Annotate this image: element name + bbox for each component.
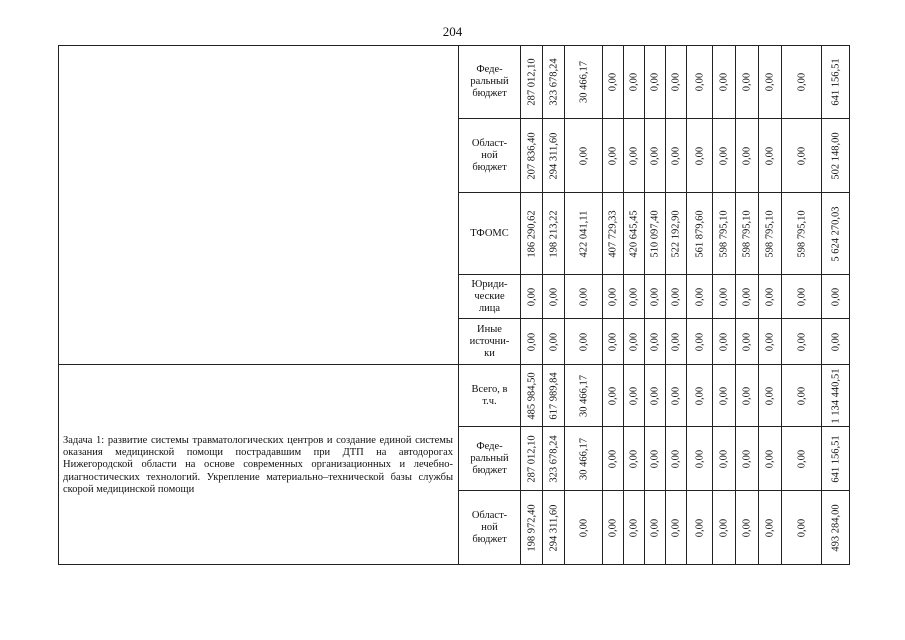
value-text: 0,00 <box>649 146 661 165</box>
value-text: 0,00 <box>607 146 619 165</box>
value-text: 0,00 <box>718 146 730 165</box>
value-text: 0,00 <box>741 386 753 405</box>
value-cell <box>822 119 850 193</box>
value-text: 0,00 <box>741 332 753 351</box>
value-cell <box>687 119 713 193</box>
funding-source-cell: Област- ной бюджет <box>459 119 521 193</box>
value-cell <box>759 491 782 565</box>
value-text: 186 290,62 <box>526 209 537 258</box>
value-text: 0,00 <box>649 449 661 468</box>
value-cell <box>521 319 543 365</box>
value-text: 0,00 <box>741 72 753 92</box>
value-text: 207 836,40 <box>526 131 537 180</box>
value-text: 0,00 <box>649 386 661 405</box>
value-text: 0,00 <box>764 146 776 165</box>
value-text: 420 645,45 <box>628 209 640 258</box>
value-text: 0,00 <box>607 332 619 351</box>
value-text: 0,00 <box>718 287 730 306</box>
value-text: 522 192,90 <box>670 209 682 258</box>
value-text: 0,00 <box>694 518 705 537</box>
value-cell <box>759 193 782 275</box>
value-text: 0,00 <box>718 449 730 468</box>
value-text: 0,00 <box>796 332 807 351</box>
value-text: 0,00 <box>796 449 807 468</box>
value-text: 0,00 <box>607 72 619 92</box>
value-text: 0,00 <box>628 287 640 306</box>
value-text: 0,00 <box>718 72 730 92</box>
value-text: 30 466,17 <box>578 437 589 480</box>
value-cell <box>521 46 543 119</box>
value-cell <box>687 46 713 119</box>
value-cell <box>624 491 645 565</box>
value-text: 0,00 <box>628 332 640 351</box>
value-text: 0,00 <box>764 518 776 537</box>
value-cell <box>624 119 645 193</box>
value-text: 407 729,33 <box>607 209 619 258</box>
value-cell <box>543 46 565 119</box>
value-cell <box>624 427 645 491</box>
value-cell <box>666 491 687 565</box>
value-text: 198 972,40 <box>526 503 537 552</box>
value-cell <box>521 365 543 427</box>
value-cell <box>782 427 822 491</box>
value-cell <box>543 275 565 319</box>
value-cell <box>713 193 736 275</box>
value-cell <box>713 427 736 491</box>
task-description-cell <box>59 365 459 565</box>
value-cell <box>521 275 543 319</box>
value-cell <box>759 119 782 193</box>
value-text: 598 795,10 <box>796 209 807 258</box>
value-cell <box>687 275 713 319</box>
value-text: 0,00 <box>526 287 537 306</box>
value-cell <box>736 491 759 565</box>
value-cell <box>759 46 782 119</box>
value-cell <box>782 46 822 119</box>
value-text: 0,00 <box>649 72 661 92</box>
value-text: 598 795,10 <box>741 209 753 258</box>
value-text: 0,00 <box>796 72 807 92</box>
value-text: 0,00 <box>578 287 589 306</box>
value-text: 0,00 <box>578 332 589 351</box>
value-cell <box>543 427 565 491</box>
value-cell <box>666 46 687 119</box>
value-cell <box>782 119 822 193</box>
value-text: 0,00 <box>607 518 619 537</box>
value-cell <box>565 365 603 427</box>
value-cell <box>666 193 687 275</box>
value-text: 502 148,00 <box>830 131 841 180</box>
value-text: 0,00 <box>670 449 682 468</box>
value-text: 617 989,84 <box>548 371 559 420</box>
value-text: 0,00 <box>796 146 807 165</box>
value-cell <box>822 365 850 427</box>
funding-source-cell: Всего, в т.ч. <box>459 365 521 427</box>
value-cell <box>822 427 850 491</box>
value-cell <box>713 319 736 365</box>
value-text: 0,00 <box>526 332 537 351</box>
value-cell <box>782 365 822 427</box>
value-cell <box>603 119 624 193</box>
value-cell <box>759 319 782 365</box>
value-cell <box>521 427 543 491</box>
value-text: 0,00 <box>670 332 682 351</box>
value-cell <box>565 46 603 119</box>
value-cell <box>624 275 645 319</box>
value-cell <box>713 275 736 319</box>
value-text: 0,00 <box>607 386 619 405</box>
funding-source-cell: Юриди- ческие лица <box>459 275 521 319</box>
value-cell <box>543 491 565 565</box>
value-text: 485 984,50 <box>526 371 537 420</box>
value-cell <box>736 427 759 491</box>
value-text: 0,00 <box>694 72 705 92</box>
value-cell <box>782 193 822 275</box>
value-text: 0,00 <box>548 287 559 306</box>
value-text: 0,00 <box>578 146 589 165</box>
value-cell <box>713 119 736 193</box>
value-cell <box>645 319 666 365</box>
value-text: 30 466,17 <box>578 374 589 417</box>
value-cell <box>666 427 687 491</box>
value-text: 0,00 <box>718 332 730 351</box>
value-cell <box>603 193 624 275</box>
value-cell <box>565 427 603 491</box>
value-cell <box>624 319 645 365</box>
value-cell <box>822 491 850 565</box>
value-cell <box>624 365 645 427</box>
value-cell <box>645 193 666 275</box>
value-cell <box>687 193 713 275</box>
page-number: 204 <box>442 24 463 39</box>
value-text: 0,00 <box>764 449 776 468</box>
value-cell <box>687 319 713 365</box>
value-text: 287 012,10 <box>526 434 537 483</box>
value-text: 198 213,22 <box>548 209 559 258</box>
value-cell <box>687 491 713 565</box>
value-cell <box>736 319 759 365</box>
value-cell <box>624 193 645 275</box>
value-cell <box>543 119 565 193</box>
value-text: 0,00 <box>548 332 559 351</box>
value-text: 0,00 <box>649 332 661 351</box>
value-text: 0,00 <box>764 332 776 351</box>
value-cell <box>759 275 782 319</box>
value-text: 0,00 <box>649 518 661 537</box>
value-text: 323 678,24 <box>548 434 559 483</box>
value-text: 287 012,10 <box>526 58 537 106</box>
value-text: 30 466,17 <box>578 61 589 103</box>
funding-source-cell: Област- ной бюджет <box>459 491 521 565</box>
funding-source-cell: Феде- ральный бюджет <box>459 427 521 491</box>
value-cell <box>565 119 603 193</box>
value-cell <box>603 365 624 427</box>
value-text: 0,00 <box>578 518 589 537</box>
funding-source-cell: Феде- ральный бюджет <box>459 46 521 119</box>
value-cell <box>624 46 645 119</box>
value-text: 0,00 <box>670 518 682 537</box>
value-text: 0,00 <box>741 449 753 468</box>
value-text: 294 311,60 <box>548 504 559 551</box>
value-text: 0,00 <box>796 518 807 537</box>
value-text: 0,00 <box>694 146 705 165</box>
value-text: 0,00 <box>764 386 776 405</box>
value-cell <box>759 427 782 491</box>
value-text: 0,00 <box>628 518 640 537</box>
value-text: 493 284,00 <box>830 503 841 552</box>
value-text: 0,00 <box>628 72 640 92</box>
task-description: Задача 1: развитие системы травматологических центров и создание единой системы оказания медицинской помощи пострадавшим при ДТП на автодорогах Нижегородской области на основе современных организационных и лечебно-диагностических технологий. Укрепление материально–технической базы службы скорой медицинской помощи <box>63 434 453 495</box>
value-cell <box>543 193 565 275</box>
value-cell <box>736 275 759 319</box>
value-cell <box>736 119 759 193</box>
value-text: 0,00 <box>718 386 730 405</box>
budget-table <box>58 45 850 565</box>
value-text: 0,00 <box>796 287 807 306</box>
value-cell <box>521 119 543 193</box>
value-cell <box>713 365 736 427</box>
value-text: 641 156,51 <box>830 58 841 106</box>
value-cell <box>521 491 543 565</box>
value-cell <box>666 275 687 319</box>
value-cell <box>666 365 687 427</box>
value-cell <box>736 46 759 119</box>
value-text: 0,00 <box>741 518 753 537</box>
value-text: 0,00 <box>607 287 619 306</box>
value-cell <box>645 119 666 193</box>
value-text: 0,00 <box>670 287 682 306</box>
value-text: 598 795,10 <box>718 209 730 258</box>
value-text: 323 678,24 <box>548 58 559 106</box>
value-text: 598 795,10 <box>764 209 776 258</box>
value-cell <box>782 319 822 365</box>
value-cell <box>603 275 624 319</box>
value-cell <box>565 193 603 275</box>
value-text: 0,00 <box>694 287 705 306</box>
value-cell <box>565 491 603 565</box>
value-cell <box>645 427 666 491</box>
value-cell <box>603 491 624 565</box>
value-text: 0,00 <box>694 386 705 405</box>
value-text: 510 097,40 <box>649 209 661 258</box>
value-cell <box>822 275 850 319</box>
value-cell <box>543 365 565 427</box>
value-cell <box>759 365 782 427</box>
value-text: 0,00 <box>764 287 776 306</box>
value-cell <box>603 46 624 119</box>
value-cell <box>736 365 759 427</box>
value-text: 0,00 <box>796 386 807 405</box>
value-text: 0,00 <box>670 146 682 165</box>
value-text: 1 134 440,51 <box>830 367 841 424</box>
table-row <box>59 365 850 427</box>
value-text: 0,00 <box>694 332 705 351</box>
value-text: 422 041,11 <box>578 210 589 257</box>
value-text: 0,00 <box>628 386 640 405</box>
value-cell <box>521 193 543 275</box>
value-text: 0,00 <box>628 449 640 468</box>
value-cell <box>736 193 759 275</box>
value-cell <box>645 365 666 427</box>
funding-source-cell: ТФОМС <box>459 193 521 275</box>
value-text: 0,00 <box>718 518 730 537</box>
value-cell <box>713 46 736 119</box>
value-cell <box>645 491 666 565</box>
table-row <box>59 46 850 119</box>
value-cell <box>543 319 565 365</box>
value-text: 0,00 <box>830 287 841 306</box>
blank-cell <box>59 46 459 365</box>
value-text: 294 311,60 <box>548 132 559 179</box>
value-text: 5 624 270,03 <box>830 205 841 262</box>
value-text: 0,00 <box>830 332 841 351</box>
value-cell <box>782 275 822 319</box>
value-cell <box>666 319 687 365</box>
value-cell <box>565 275 603 319</box>
value-text: 0,00 <box>741 287 753 306</box>
value-text: 0,00 <box>670 72 682 92</box>
value-cell <box>822 319 850 365</box>
value-cell <box>782 491 822 565</box>
value-cell <box>603 427 624 491</box>
funding-source-cell: Иные источни- ки <box>459 319 521 365</box>
value-text: 561 879,60 <box>694 209 705 258</box>
value-cell <box>645 275 666 319</box>
value-text: 641 156,51 <box>830 434 841 483</box>
value-text: 0,00 <box>741 146 753 165</box>
value-text: 0,00 <box>670 386 682 405</box>
value-text: 0,00 <box>607 449 619 468</box>
value-cell <box>687 365 713 427</box>
value-cell <box>687 427 713 491</box>
value-cell <box>603 319 624 365</box>
value-text: 0,00 <box>764 72 776 92</box>
value-text: 0,00 <box>649 287 661 306</box>
value-cell <box>822 46 850 119</box>
value-cell <box>713 491 736 565</box>
value-cell <box>822 193 850 275</box>
value-text: 0,00 <box>694 449 705 468</box>
value-cell <box>565 319 603 365</box>
value-cell <box>666 119 687 193</box>
value-cell <box>645 46 666 119</box>
value-text: 0,00 <box>628 146 640 165</box>
